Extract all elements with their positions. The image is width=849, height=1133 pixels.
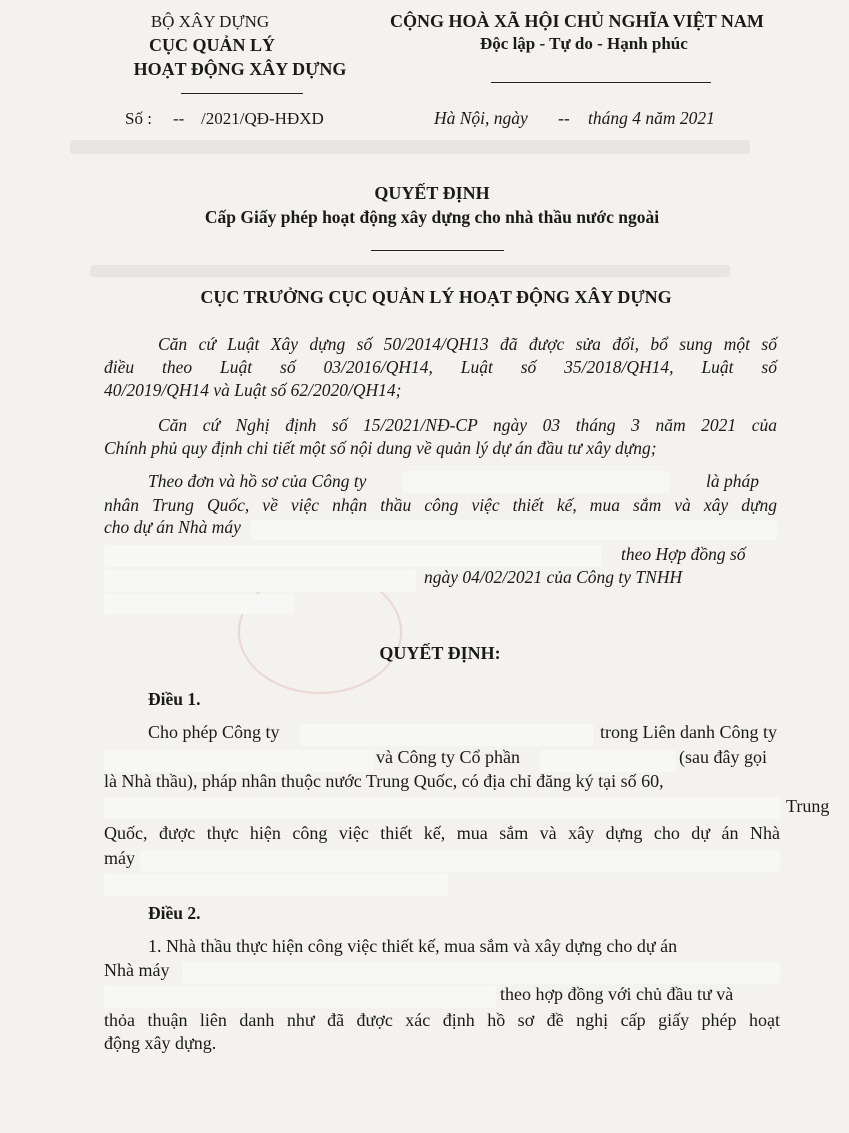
redacted-project-details-cont: [104, 986, 496, 1008]
article-1-line2a: và Công ty Cổ phần: [376, 747, 520, 767]
preamble-p1-line3: 40/2019/QH14 và Luật số 62/2020/QH14;: [104, 380, 402, 400]
redacted-plant-name: [140, 850, 780, 872]
bleed-through-mark: [70, 140, 750, 154]
article-2-line1: 1. Nhà thầu thực hiện công việc thiết kế, mua sắm và xây dựng cho dự án: [148, 936, 678, 956]
decision-number-suffix: /2021/QĐ-HĐXD: [201, 109, 324, 128]
preamble-p2-line1: Căn cứ Nghị định số 15/2021/NĐ-CP ngày 03 tháng 3 năm 2021 của: [158, 415, 777, 435]
preamble-p3-line2: nhân Trung Quốc, về việc nhận thầu công việc thiết kế, mua sắm và xây dựng: [104, 495, 777, 515]
preamble-p3-line1b: là pháp: [706, 471, 759, 491]
redacted-client-name: [104, 594, 294, 614]
article-1-line6: máy: [104, 848, 135, 868]
preamble-p3-line5: ngày 04/02/2021 của Công ty TNHH: [424, 567, 683, 587]
article-1-heading: Điều 1.: [148, 689, 201, 709]
nation-title: CỘNG HOÀ XÃ HỘI CHỦ NGHĨA VIỆT NAM: [390, 11, 764, 31]
redacted-project-name: [250, 520, 777, 540]
redacted-company-name: [402, 471, 670, 493]
decision-number-blank: --: [173, 109, 185, 128]
redacted-project-details: [182, 962, 780, 984]
article-1-line1b: trong Liên danh Công ty: [600, 722, 777, 742]
article-2-line2: Nhà máy: [104, 960, 170, 980]
article-2-heading: Điều 2.: [148, 903, 201, 923]
preamble-p3-line3: cho dự án Nhà máy: [104, 517, 241, 537]
redacted-plant-location: [104, 874, 448, 896]
national-motto: Độc lập - Tự do - Hạnh phúc: [480, 34, 688, 53]
redacted-partner-name: [104, 750, 374, 772]
article-1-line2b: (sau đây gọi: [679, 747, 767, 767]
preamble-p3-line4: theo Hợp đồng số: [621, 544, 746, 564]
date-prefix: Hà Nội, ngày: [434, 108, 528, 128]
decision-number-prefix: Số :: [125, 109, 152, 128]
article-2-line4: thỏa thuận liên danh như đã được xác định hồ sơ đề nghị cấp giấy phép hoạt: [104, 1010, 780, 1030]
department-name-line1: CỤC QUẢN LÝ: [149, 35, 275, 55]
title-rule: [371, 250, 504, 251]
date-day-blank: --: [558, 108, 570, 128]
preamble-p1-line2: điều theo Luật số 03/2016/QH14, Luật số 35/2018/QH14, Luật số: [104, 357, 777, 377]
redacted-address: [104, 797, 780, 819]
article-1-line3: là Nhà thầu), pháp nhân thuộc nước Trung Quốc, có địa chỉ đăng ký tại số 60,: [104, 771, 664, 791]
date-suffix: tháng 4 năm 2021: [588, 108, 715, 128]
header-right-rule: [491, 82, 711, 83]
article-1-line1a: Cho phép Công ty: [148, 722, 280, 742]
ministry-name: BỘ XÂY DỰNG: [150, 12, 270, 31]
preamble-p3-line1a: Theo đơn và hồ sơ của Công ty: [148, 471, 367, 491]
article-1-line5: Quốc, được thực hiện công việc thiết kế, mua sắm và xây dựng cho dự án Nhà: [104, 823, 780, 843]
preamble-p1-line1: Căn cứ Luật Xây dựng số 50/2014/QH13 đã được sửa đổi, bổ sung một số: [158, 334, 777, 354]
article-2-line5: động xây dựng.: [104, 1033, 217, 1053]
document-title: QUYẾT ĐỊNH: [374, 183, 490, 203]
redacted-contract-number: [104, 570, 416, 592]
preamble-p2-line2: Chính phủ quy định chi tiết một số nội dung về quản lý dự án đầu tư xây dựng;: [104, 438, 657, 458]
redacted-jsc-name: [540, 750, 676, 772]
decision-heading: QUYẾT ĐỊNH:: [379, 643, 501, 663]
document-subtitle: Cấp Giấy phép hoạt động xây dựng cho nhà thầu nước ngoài: [204, 207, 660, 227]
bleed-through-mark: [90, 265, 730, 277]
issuing-authority: CỤC TRƯỞNG CỤC QUẢN LÝ HOẠT ĐỘNG XÂY DỰNG: [200, 287, 672, 307]
article-1-line4: Trung: [786, 796, 830, 816]
article-2-line3: theo hợp đồng với chủ đầu tư và: [500, 984, 734, 1004]
header-left-rule: [181, 93, 303, 94]
redacted-contractor-name: [300, 724, 594, 746]
redacted-project-location: [104, 545, 602, 567]
department-name-line2: HOẠT ĐỘNG XÂY DỰNG: [133, 59, 347, 79]
